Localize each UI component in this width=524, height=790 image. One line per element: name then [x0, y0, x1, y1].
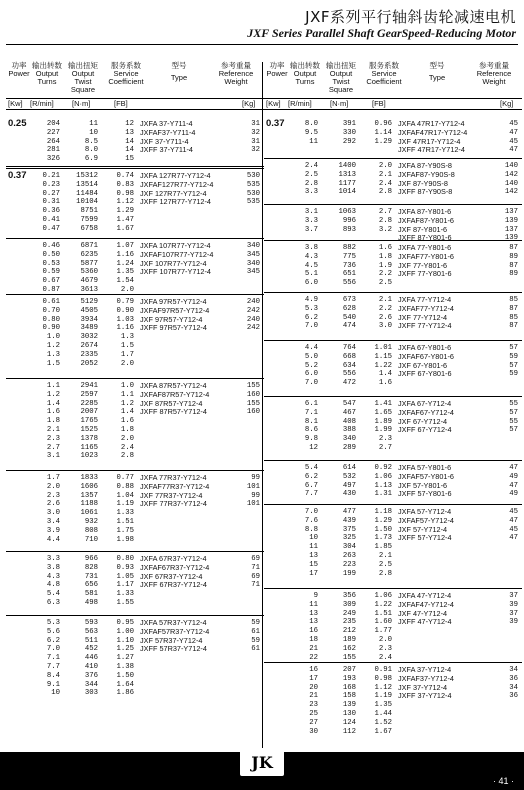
group-separator — [6, 238, 264, 239]
weight-column: 140 142 140 142 — [504, 162, 518, 197]
speed-column: 0.21 0.23 0.27 0.31 0.36 0.41 0.47 — [42, 172, 60, 233]
speed-column: 7.0 7.6 8.8 10 11 13 15 17 — [304, 508, 318, 578]
torque-column: 477 439 375 325 304 263 223 199 — [342, 508, 356, 578]
header-label: 型号 — [429, 61, 445, 70]
header-rule — [264, 98, 522, 99]
header-label: 功率 — [269, 61, 285, 70]
power-value: 0.37 — [266, 118, 285, 129]
speed-column: 4.9 5.3 6.2 7.0 — [304, 296, 318, 331]
header-label: Output Turns — [35, 69, 59, 86]
group-separator — [6, 168, 264, 169]
speed-column: 4.4 5.0 5.2 6.0 7.0 — [304, 344, 318, 388]
header-label: 输出扭矩 — [326, 61, 356, 70]
torque-column: 207 193 168 158 139 130 124 112 — [342, 666, 356, 736]
model-column: JXFA 37-Y711-4 JXFAF37-Y711-4 JXF 37-Y711-4 JXFF 37-Y711-4 — [140, 119, 196, 155]
header-label: Type — [170, 73, 188, 82]
speed-column: 8.0 9.5 11 — [304, 120, 318, 146]
header-label: 参考重量 — [221, 61, 251, 70]
weight-column: 340 345 340 345 — [246, 242, 260, 277]
unit-label: [Kw] — [8, 99, 23, 108]
weight-column: 55 57 55 57 — [509, 400, 518, 435]
weight-column: 37 39 37 39 — [509, 592, 518, 627]
torque-column: 614 532 497 430 — [342, 464, 356, 499]
speed-column: 3.8 4.3 4.5 5.1 6.0 — [304, 244, 318, 288]
fb-column: 0.77 0.88 1.04 1.19 1.33 1.51 1.75 1.98 — [116, 474, 134, 544]
torque-column: 593 563 511 452 446 410 376 344 303 — [84, 619, 98, 698]
header-label: Output Twist Square — [328, 69, 354, 94]
group-separator — [264, 588, 522, 589]
weight-column: 45 47 45 47 — [509, 120, 518, 155]
speed-column: 6.1 7.1 8.1 8.6 9.8 12 — [304, 400, 318, 452]
group-separator — [264, 240, 522, 241]
group-separator — [6, 378, 264, 379]
torque-column: 1400 1313 1177 1014 — [338, 162, 356, 197]
fb-column: 12 13 14 14 15 — [125, 120, 134, 164]
fb-column: 1.06 1.22 1.51 1.60 1.77 2.0 2.3 2.4 — [374, 592, 392, 662]
torque-column: 764 668 634 556 472 — [342, 344, 356, 388]
weight-column: 45 47 45 47 — [509, 508, 518, 543]
title-chinese: JXF系列平行轴斜齿轮减速电机 — [305, 8, 516, 26]
header-label: 输出扭矩 — [68, 61, 98, 70]
header-label: 型号 — [171, 61, 187, 70]
speed-column: 16 17 20 21 23 25 27 30 — [309, 666, 318, 736]
group-separator — [264, 504, 522, 505]
model-column: JXFA 77-Y712-4 JXFAF77-Y712-4 JXF 77-Y712-4 JXFF 77-Y712-4 — [398, 295, 454, 331]
model-column: JXFA 67-Y801-6 JXFAF67-Y801-6 JXF 67-Y801-6 JXFF 67-Y801-6 — [398, 343, 454, 379]
fb-column: 0.96 1.14 1.29 — [374, 120, 392, 146]
fb-column: 0.92 1.06 1.13 1.31 — [374, 464, 392, 499]
speed-column: 1.7 2.0 2.3 2.6 3.0 3.4 3.9 4.4 — [46, 474, 60, 544]
model-column: JXFA 57R37-Y712-4 JXFAF57R37-Y712-4 JXF 57R37-Y712-4 JXFF 57R37-Y712-4 — [140, 618, 210, 654]
page-number: · 41 · — [492, 776, 514, 786]
speed-column: 0.46 0.50 0.53 0.59 0.67 0.87 — [42, 242, 60, 294]
unit-label: [Kg] — [500, 99, 514, 108]
brand-logo: JK — [240, 748, 284, 776]
model-column: JXFA 97R57-Y712-4 JXFAF97R57-Y712-4 JXF 97R57-Y712-4 JXFF 97R57-Y712-4 — [140, 297, 210, 333]
title-english: JXF Series Parallel Shaft GearSpeed-Reducing Motor — [247, 26, 516, 40]
model-column: JXFA 37-Y712-4 JXFAF37-Y712-4 JXF 37-Y712-4 JXFF 37-Y712-4 — [398, 665, 454, 701]
fb-column: 1.6 1.8 1.9 2.2 2.5 — [378, 244, 392, 288]
unit-label: [N·m] — [330, 99, 349, 108]
fb-column: 1.0 1.1 1.2 1.4 1.6 1.8 2.0 2.4 2.8 — [120, 382, 134, 461]
weight-column: 85 87 85 87 — [509, 296, 518, 331]
header-label: 服务系数 — [369, 61, 399, 70]
unit-label: [FB] — [372, 99, 386, 108]
header-label: Reference Weight — [476, 69, 512, 86]
model-column: JXFA 107R77-Y712-4 JXFAF107R77-Y712-4 JXF 107R77-Y712-4 JXFF 107R77-Y712-4 — [140, 241, 214, 277]
unit-label: [FB] — [114, 99, 128, 108]
model-column: JXFA 57-Y712-4 JXFAF57-Y712-4 JXF 57-Y712-4 JXFF 57-Y712-4 — [398, 507, 454, 543]
fb-column: 1.41 1.65 1.89 1.99 2.3 2.7 — [374, 400, 392, 452]
unit-label: [R/min] — [30, 99, 54, 108]
weight-column: 59 61 59 61 — [251, 619, 260, 654]
speed-column: 1.1 1.2 1.4 1.6 1.8 2.1 2.3 2.7 3.1 — [46, 382, 60, 461]
fb-column: 0.74 0.83 0.98 1.12 1.29 1.47 1.67 — [116, 172, 134, 233]
header-label: Service Coefficient — [108, 69, 144, 86]
power-value: 0.25 — [8, 118, 27, 129]
speed-column: 5.3 5.6 6.2 7.0 7.1 7.7 8.4 9.1 10 — [46, 619, 60, 698]
fb-column: 0.79 0.90 1.03 1.16 1.3 1.5 1.7 2.0 — [116, 298, 134, 368]
header-label: 参考重量 — [479, 61, 509, 70]
weight-column: 87 89 87 89 — [509, 244, 518, 279]
model-column: JXFA 67-Y712-4 JXFAF67-Y712-4 JXF 67-Y712-4 JXFF 67-Y712-4 — [398, 399, 454, 435]
group-separator — [6, 551, 264, 552]
torque-column: 1833 1606 1357 1188 1061 932 808 710 — [80, 474, 98, 544]
unit-label: [Kg] — [242, 99, 256, 108]
header-label: 输出转数 — [290, 61, 320, 70]
group-separator — [264, 204, 522, 205]
speed-column: 0.61 0.70 0.80 0.90 1.0 1.2 1.3 1.5 — [42, 298, 60, 368]
fb-column: 0.95 1.00 1.10 1.25 1.27 1.38 1.50 1.64 1.86 — [116, 619, 134, 698]
model-column: JXFA 57-Y801-6 JXFAF57-Y801-6 JXF 57-Y801-6 JXFF 57-Y801-6 — [398, 463, 454, 499]
group-separator — [6, 470, 264, 471]
torque-column: 5129 4505 3934 3489 3032 2674 2335 2052 — [80, 298, 98, 368]
group-separator — [264, 662, 522, 663]
header-label: Power — [8, 69, 30, 78]
torque-column: 6871 6235 5877 5360 4679 3613 — [80, 242, 98, 294]
unit-label: [Kw] — [266, 99, 281, 108]
weight-column: 69 71 69 71 — [251, 555, 260, 590]
title-rule — [6, 44, 518, 45]
weight-column: 155 160 155 160 — [246, 382, 260, 417]
model-column: JXFA 127R77-Y712-4 JXFAF127R77-Y712-4 JXF 127R77-Y712-4 JXFF 127R77-Y712-4 — [140, 171, 214, 207]
fb-column: 2.1 2.2 2.6 3.0 — [378, 296, 392, 331]
group-separator — [6, 166, 264, 167]
header-label: Reference Weight — [218, 69, 254, 86]
left-table — [6, 61, 264, 698]
fb-column: 1.18 1.29 1.50 1.73 1.85 2.1 2.5 2.8 — [374, 508, 392, 578]
unit-label: [N·m] — [72, 99, 91, 108]
torque-column: 15312 13514 11484 10104 8751 7599 6758 — [76, 172, 98, 233]
speed-column: 5.4 6.2 6.7 7.7 — [304, 464, 318, 499]
group-separator — [264, 292, 522, 293]
table-header — [6, 62, 264, 114]
header-label: Output Turns — [293, 69, 317, 86]
model-column: JXFA 87-Y90S-8 JXFAF87-Y90S-8 JXF 87-Y90S-8 JXFF 87-Y90S-8 — [398, 161, 455, 197]
model-column: JXFA 87R57-Y712-4 JXFAF87R57-Y712-4 JXF 87R57-Y712-4 JXFF 87R57-Y712-4 — [140, 381, 210, 417]
header-label: Type — [428, 73, 446, 82]
model-column: JXFA 87-Y801-6 JXFAF87-Y801-6 JXF 87-Y801-6 JXFF 87-Y801-6 — [398, 207, 454, 243]
group-separator — [264, 460, 522, 461]
torque-column: 882 775 736 651 556 — [342, 244, 356, 288]
weight-column: 99 101 99 101 — [246, 474, 260, 509]
header-rule — [264, 109, 522, 110]
speed-column: 3.3 3.8 4.3 4.8 5.4 6.3 — [46, 555, 60, 607]
torque-column: 966 828 731 656 581 498 — [84, 555, 98, 607]
torque-column: 673 628 540 474 — [342, 296, 356, 331]
fb-column: 0.91 0.98 1.12 1.19 1.35 1.44 1.52 1.67 — [374, 666, 392, 736]
weight-column: 240 242 240 242 — [246, 298, 260, 333]
speed-column: 204 227 264 281 326 — [46, 120, 60, 164]
model-column: JXFA 47-Y712-4 JXFAF47-Y712-4 JXF 47-Y712-4 JXFF 47-Y712-4 — [398, 591, 454, 627]
table-header — [264, 62, 522, 114]
group-separator — [264, 396, 522, 397]
group-separator — [264, 158, 522, 159]
right-table — [264, 61, 522, 736]
group-separator — [6, 615, 264, 616]
speed-column: 2.4 2.5 2.8 3.3 — [304, 162, 318, 197]
model-column: JXFA 67R37-Y712-4 JXFAF67R37-Y712-4 JXF 67R37-Y712-4 JXFF 67R37-Y712-4 — [140, 554, 210, 590]
weight-column: 530 535 530 535 — [246, 172, 260, 207]
fb-column: 1.01 1.15 1.22 1.4 1.6 — [374, 344, 392, 388]
header-label: Power — [266, 69, 288, 78]
fb-column: 1.07 1.16 1.24 1.35 1.54 2.0 — [116, 242, 134, 294]
speed-column: 3.1 3.3 3.7 — [304, 208, 318, 234]
power-value: 0.37 — [8, 170, 27, 181]
weight-column: 57 59 57 59 — [509, 344, 518, 379]
fb-column: 0.80 0.93 1.05 1.17 1.33 1.55 — [116, 555, 134, 607]
group-separator — [6, 294, 264, 295]
weight-column: 137 139 137 139 — [504, 208, 518, 243]
weight-column: 31 32 31 32 — [251, 120, 260, 155]
weight-column: 34 36 34 36 — [509, 666, 518, 701]
torque-column: 1063 996 893 — [338, 208, 356, 234]
weight-column: 47 49 47 49 — [509, 464, 518, 499]
torque-column: 2941 2597 2285 2007 1765 1525 1378 1165 1023 — [80, 382, 98, 461]
model-column: JXFA 77-Y801-6 JXFAF77-Y801-6 JXF 77-Y801-6 JXFF 77-Y801-6 — [398, 243, 454, 279]
header-label: Service Coefficient — [366, 69, 402, 86]
header-label: Output Twist Square — [70, 69, 96, 94]
footer-bar — [0, 752, 524, 790]
header-label: 功率 — [11, 61, 27, 70]
model-column: JXFA 77R37-Y712-4 JXFAF77R37-Y712-4 JXF 77R37-Y712-4 JXFF 77R37-Y712-4 — [140, 473, 210, 509]
fb-column: 2.7 2.8 3.2 — [378, 208, 392, 234]
header-rule — [6, 98, 264, 99]
torque-column: 356 309 249 235 212 189 162 155 — [342, 592, 356, 662]
torque-column: 391 330 292 — [342, 120, 356, 146]
header-label: 输出转数 — [32, 61, 62, 70]
header-rule — [6, 109, 264, 110]
torque-column: 547 467 408 388 340 289 — [342, 400, 356, 452]
torque-column: 11 10 8.5 8.0 6.9 — [84, 120, 98, 164]
fb-column: 2.0 2.1 2.4 2.8 — [378, 162, 392, 197]
speed-column: 9 11 13 13 16 18 21 22 — [309, 592, 318, 662]
unit-label: [R/min] — [288, 99, 312, 108]
header-label: 服务系数 — [111, 61, 141, 70]
model-column: JXFA 47R17-Y712-4 JXFAF47R17-Y712-4 JXF 47R17-Y712-4 JXFF 47R17-Y712-4 — [398, 119, 468, 155]
group-separator — [264, 340, 522, 341]
